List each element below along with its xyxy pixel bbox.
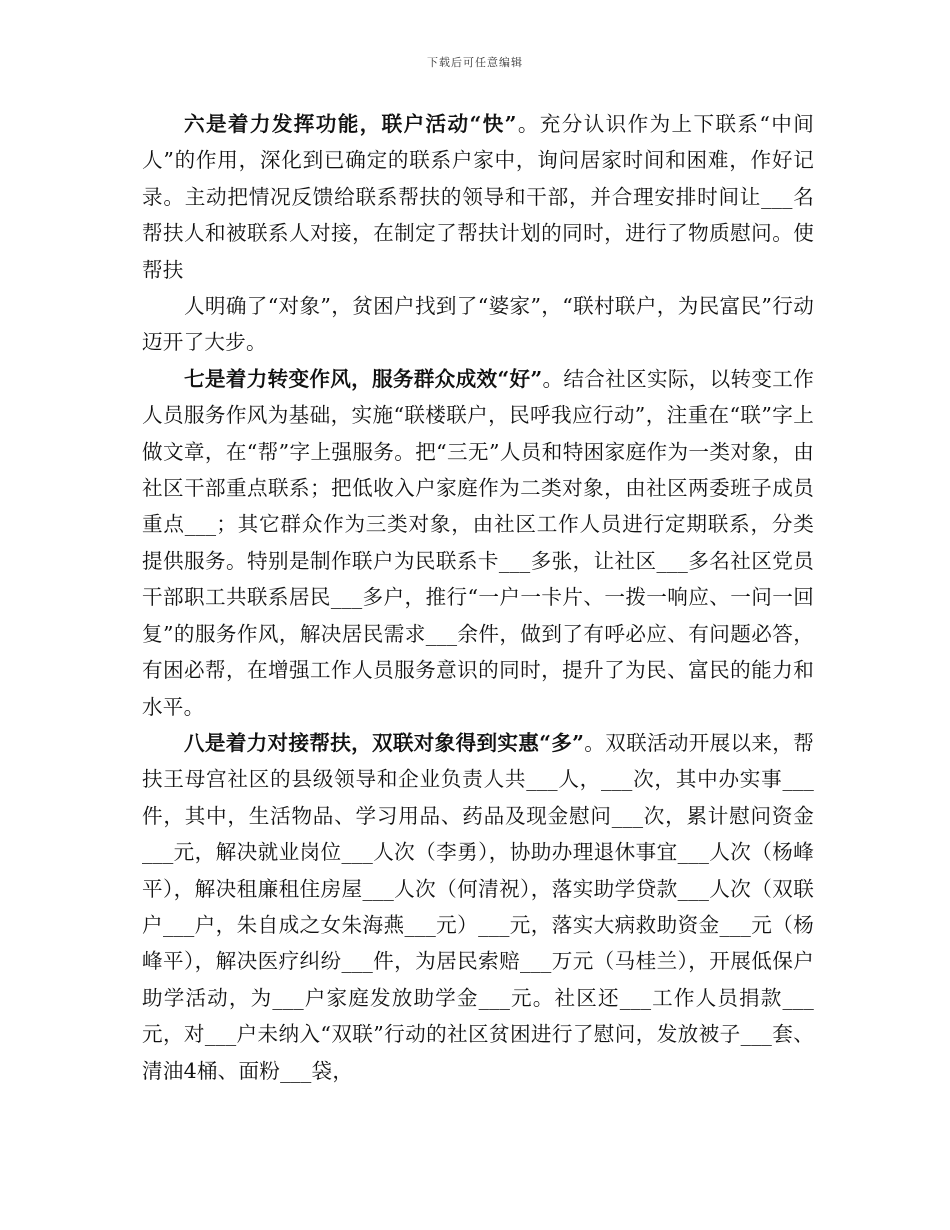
paragraph-8-text: 。双联活动开展以来，帮扶王母宫社区的县级领导和企业负责人共___人，___次，其中办实事___件，其中，生活物品、学习用品、药品及现金慰问___次，累计慰问资金___元，解决就业岗位___人次（李勇），协助办理退休事宜___人次（杨峰平），解决租廉租住房屋___人次（何清祝），落实助学贷款___人次（双联户___户，朱自成之女朱海燕___元）___元，落实大病救助资金___元（杨峰平），解决医疗纠纷___件，为居民索赔___万元（马桂兰），开展低保户助学活动，为___户家庭发放助学金___元。社区还___工作人员捐款___元，对___户未纳入“双联”行动的社区贫困进行了慰问，发放被子___套、清油4桶、面粉___袋， bbox=[142, 730, 814, 1083]
document-body bbox=[142, 106, 814, 1089]
paragraph-7-text: 。结合社区实际，以转变工作人员服务作风为基础，实施“联楼联户，民呼我应行动”，注重在“联”字上做文章，在“帮”字上强服务。把“三无”人员和特困家庭作为一类对象，由社区干部重点联系；把低收入户家庭作为二类对象，由社区两委班子成员重点___；其它群众作为三类对象，由社区工作人员进行定期联系，分类提供服务。特别是制作联户为民联系卡___多张，让社区___多名社区党员干部职工共联系居民___多户，推行“一户一卡片、一拨一响应、一问一回复”的服务作风，解决居民需求___余件，做到了有呼必应、有问题必答，有困必帮，在增强工作人员服务意识的同时，提升了为民、富民的能力和水平。 bbox=[142, 366, 814, 719]
paragraph-6-continuation-text: 人明确了“对象”，贫困户找到了“婆家”，“联村联户，为民富民”行动迈开了大步。 bbox=[142, 294, 814, 355]
paragraph-8 bbox=[142, 725, 814, 1089]
paragraph-6-continuation bbox=[142, 288, 814, 361]
paragraph-6-heading: 六是着力发挥功能，联户活动“快” bbox=[184, 112, 517, 136]
paragraph-8-heading: 八是着力对接帮扶，双联对象得到实惠“多” bbox=[184, 730, 585, 755]
paragraph-7-heading: 七是着力转变作风，服务群众成效“好” bbox=[184, 366, 543, 391]
paragraph-6-text: 。充分认识作为上下联系“中间人”的作用，深化到已确定的联系户家中，询问居家时间和困难，作好记录。主动把情况反馈给联系帮扶的领导和干部，并合理安排时间让___名帮扶人和被联系人对接，在制定了帮扶计划的同时，进行了物质慰问。使帮扶 bbox=[142, 112, 815, 282]
paragraph-6 bbox=[142, 106, 814, 288]
page-header: 下载后可任意编辑 bbox=[427, 56, 523, 69]
paragraph-7 bbox=[142, 361, 814, 725]
